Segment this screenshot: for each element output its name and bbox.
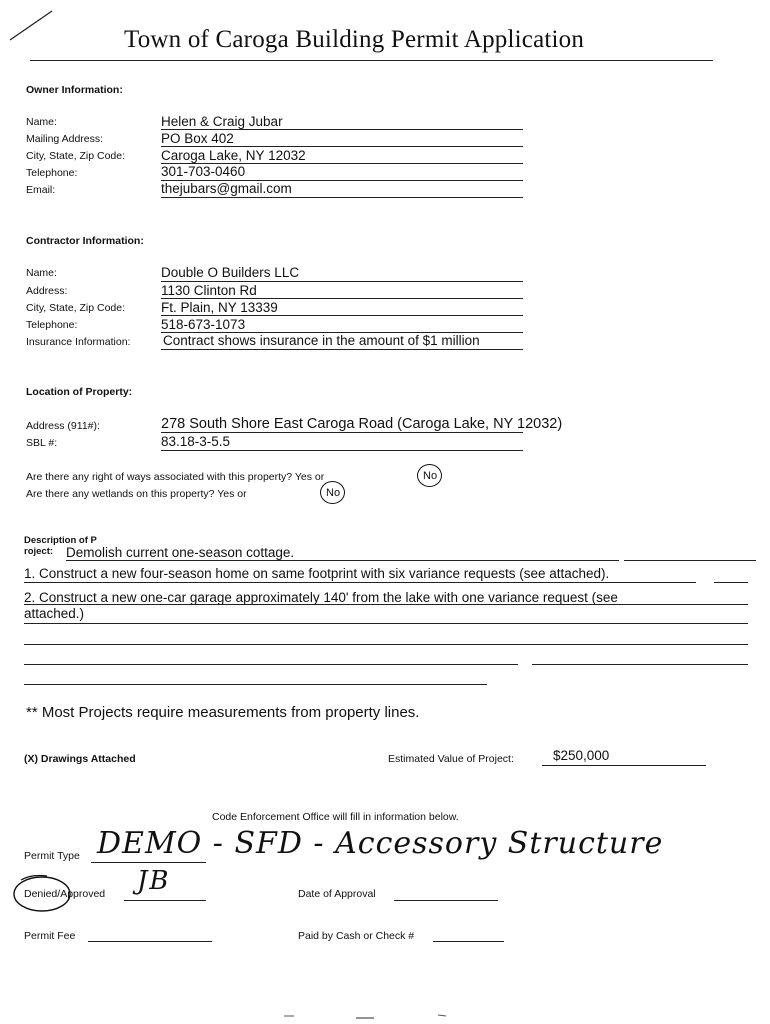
owner-name-label: Name: (26, 116, 57, 128)
date-of-approval-line (394, 900, 498, 901)
description-rule-4 (24, 623, 748, 624)
owner-address-line (161, 146, 523, 147)
contractor-city-value: Ft. Plain, NY 13339 (161, 300, 278, 315)
measurement-note: ** Most Projects require measurements from property lines. (26, 704, 420, 721)
address-911-line (161, 432, 523, 433)
description-heading-line1: Description of P (24, 535, 97, 546)
denied-circle-mark (11, 872, 73, 914)
permit-type-label: Permit Type (24, 850, 80, 862)
pen-stroke-mark (8, 8, 54, 42)
contractor-name-label: Name: (26, 267, 57, 279)
title-underline (30, 60, 713, 61)
wetlands-answer-circle (320, 481, 345, 504)
code-enforcement-note: Code Enforcement Office will fill in information below. (212, 811, 459, 823)
contractor-insurance-line (161, 349, 523, 350)
owner-name-value: Helen & Craig Jubar (161, 114, 283, 129)
contractor-name-line (161, 281, 523, 282)
right-of-way-question: Are there any right of ways associated with this property? Yes or (26, 471, 325, 483)
description-rule-6a (24, 664, 518, 665)
contractor-address-line (161, 298, 523, 299)
description-line-3: 2. Construct a new one-car garage approximately 140' from the lake with one variance request (see (24, 590, 618, 605)
owner-email-value: thejubars@gmail.com (161, 181, 292, 196)
paid-by-line (433, 941, 504, 942)
contractor-telephone-value: 518-673-1073 (161, 317, 246, 332)
permit-fee-line (88, 941, 212, 942)
contractor-city-line (161, 315, 523, 316)
description-rule-1b (624, 560, 756, 561)
owner-address-label: Mailing Address: (26, 133, 104, 145)
approval-initials-line (124, 900, 206, 901)
description-heading-line2: roject: (24, 546, 54, 557)
description-line-4: attached.) (24, 606, 85, 621)
description-rule-7 (24, 684, 487, 685)
permit-type-handwritten: DEMO - SFD - Accessory Structure (97, 826, 664, 861)
contractor-heading: Contractor Information: (26, 235, 144, 247)
owner-city-value: Caroga Lake, NY 12032 (161, 148, 306, 163)
approval-initials: JB (137, 866, 171, 896)
permit-fee-label: Permit Fee (24, 930, 76, 942)
contractor-city-label: City, State, Zip Code: (26, 302, 126, 314)
sbl-value: 83.18-3-5.5 (161, 434, 231, 449)
owner-telephone-line (161, 180, 523, 181)
description-rule-1a (66, 560, 619, 561)
right-of-way-answer-circle (417, 464, 442, 487)
scan-artifact-marks (270, 1010, 470, 1022)
address-911-value: 278 South Shore East Caroga Road (Caroga Lake, NY 12032) (161, 416, 563, 432)
contractor-insurance-label: Insurance Information: (26, 336, 131, 348)
wetlands-question: Are there any wetlands on this property? Yes or (26, 488, 247, 500)
description-rule-5 (24, 644, 748, 645)
denied-approved-label: Denied/Approved (24, 888, 106, 900)
description-rule-3 (24, 604, 748, 605)
owner-heading: Owner Information: (26, 84, 123, 96)
estimated-value-line (542, 765, 706, 766)
contractor-insurance-value: Contract shows insurance in the amount of $1 million (163, 333, 480, 348)
wetlands-answer: No (326, 487, 341, 499)
address-911-label: Address (911#): (26, 420, 100, 432)
paid-by-label: Paid by Cash or Check # (298, 930, 415, 942)
date-of-approval-label: Date of Approval (298, 888, 376, 900)
owner-city-label: City, State, Zip Code: (26, 150, 126, 162)
contractor-address-value: 1130 Clinton Rd (161, 283, 257, 298)
description-rule-2b (714, 582, 748, 583)
contractor-address-label: Address: (26, 285, 68, 297)
sbl-label: SBL #: (26, 437, 58, 449)
owner-address-value: PO Box 402 (161, 131, 234, 146)
description-rule-6b (532, 664, 748, 665)
owner-city-line (161, 163, 523, 164)
estimated-value: $250,000 (553, 748, 610, 763)
owner-email-line (161, 197, 523, 198)
owner-name-line (161, 129, 523, 130)
description-line-1: Demolish current one-season cottage. (66, 545, 295, 560)
owner-telephone-value: 301-703-0460 (161, 164, 246, 179)
sbl-line (161, 450, 523, 451)
description-line-2: 1. Construct a new four-season home on same footprint with six variance requests (see attached). (24, 566, 610, 581)
owner-email-label: Email: (26, 184, 56, 196)
description-rule-2a (24, 582, 696, 583)
drawings-attached-label: (X) Drawings Attached (24, 753, 136, 765)
contractor-name-value: Double O Builders LLC (161, 265, 300, 280)
owner-telephone-label: Telephone: (26, 167, 78, 179)
contractor-telephone-line (161, 332, 523, 333)
estimated-value-label: Estimated Value of Project: (388, 753, 514, 765)
location-heading: Location of Property: (26, 386, 133, 398)
right-of-way-answer: No (423, 470, 438, 482)
permit-type-line (91, 862, 206, 863)
form-title: Town of Caroga Building Permit Application (124, 26, 585, 53)
contractor-telephone-label: Telephone: (26, 319, 78, 331)
